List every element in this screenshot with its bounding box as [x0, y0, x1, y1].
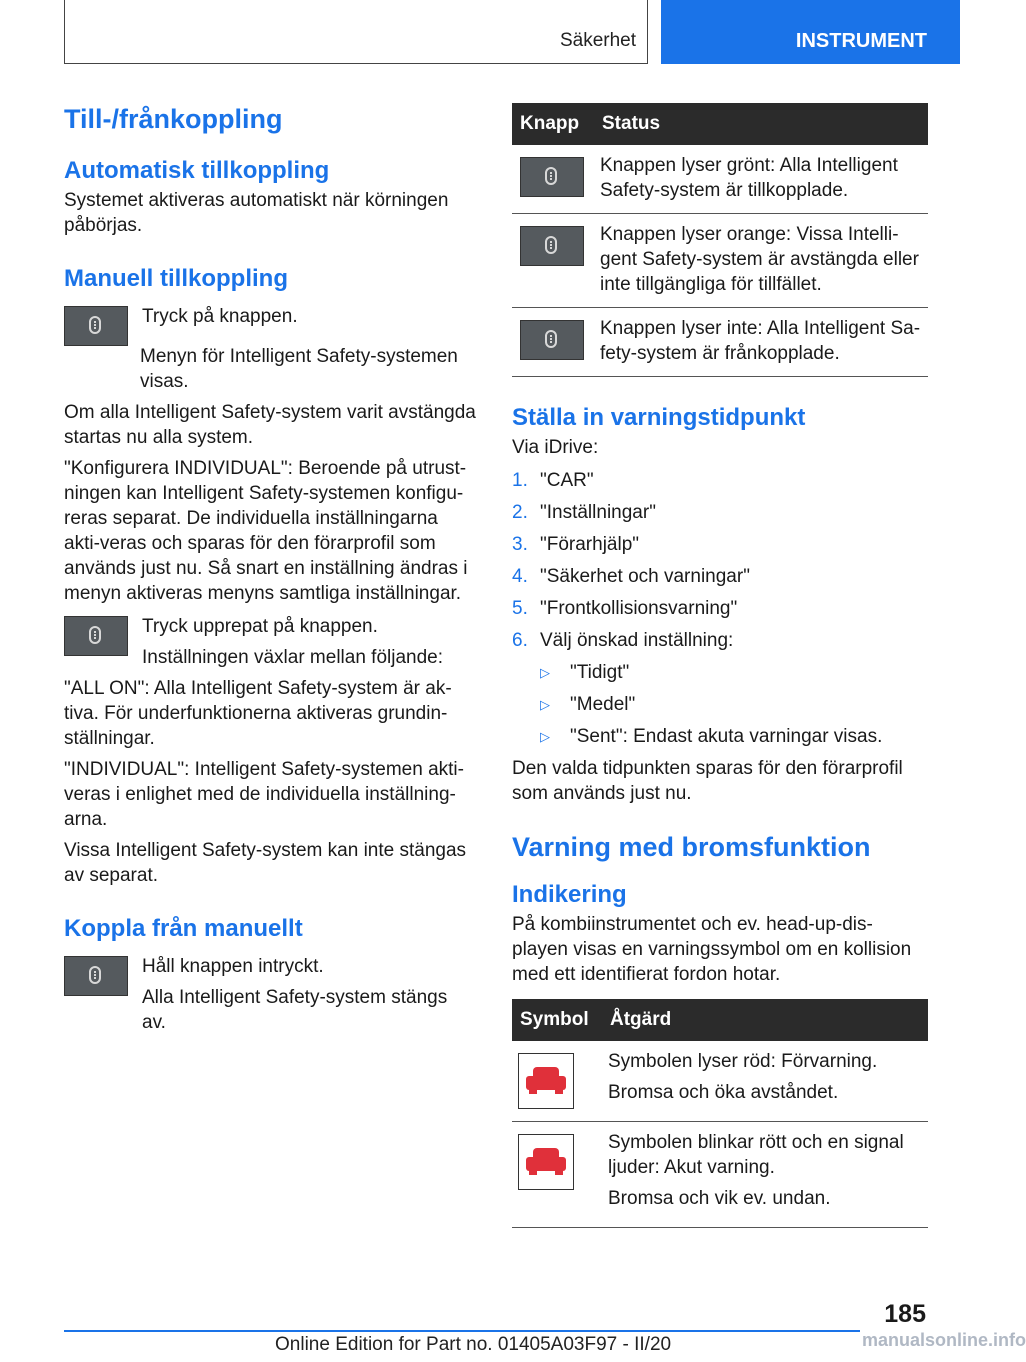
- list-item: 5. "Frontkollisionsvarning": [512, 598, 738, 619]
- action-line: Bromsa och vik ev. undan.: [608, 1188, 831, 1209]
- triangle-bullet-icon: ▷: [540, 665, 550, 680]
- press-text: Tryck på knappen.: [142, 306, 298, 327]
- indication-text: På kombiinstrumentet och ev. head-up-dis-playen visas en varningssymbol om en kollision med ett identifierat fordon hotar.: [512, 914, 912, 985]
- right-column: [512, 103, 928, 1228]
- list-item: ▷ "Sent": Endast akuta varningar visas.: [540, 726, 883, 747]
- toggle-text: Inställningen växlar mellan följande:: [142, 647, 444, 668]
- hold-button-row: [64, 954, 476, 1041]
- safety-button-green-icon: [520, 157, 584, 197]
- list-item: ▷ "Medel": [540, 694, 636, 715]
- page-number: 185: [884, 1300, 926, 1328]
- status-cell: Knappen lyser grönt: Alla Intelligent Safety-system är tillkopplade.: [594, 145, 928, 214]
- config-text: "Konfigurera INDIVIDUAL": Beroende på utrust-ningen kan Intelligent Safety-systemen konfigu-reras separat. De individuella inställningarna akti-veras och sparas för den förarprofil som används just nu. Så snart en inställning ändras i menyn aktiveras menyns samtliga inställningar.: [64, 458, 468, 604]
- press-button-row: [64, 304, 476, 346]
- warning-time-note: Den valda tidpunkten sparas för den förarprofil som används just nu.: [512, 758, 903, 804]
- page-title: Till-/frånkoppling: [64, 104, 283, 134]
- table-row: [512, 214, 928, 308]
- left-column: [64, 100, 476, 1041]
- list-item: 2. "Inställningar": [512, 502, 656, 523]
- all-on-text: "ALL ON": Alla Intelligent Safety-system är ak-tiva. För underfunktionerna aktiveras grundin-ställningar.: [64, 678, 452, 749]
- button-status-table: [512, 103, 928, 377]
- press-repeat-row: [64, 614, 476, 676]
- collision-warning-icon: [518, 1053, 574, 1109]
- triangle-bullet-icon: ▷: [540, 697, 550, 712]
- warning-time-intro: Via iDrive:: [512, 437, 599, 458]
- off-heading: Koppla från manuellt: [64, 915, 303, 942]
- indication-heading: Indikering: [512, 881, 627, 908]
- header-chapter-tab[interactable]: INSTRUMENT: [661, 0, 960, 64]
- triangle-bullet-icon: ▷: [540, 729, 550, 744]
- auto-text: Systemet aktiveras automatiskt när körningen påbörjas.: [64, 190, 449, 236]
- action-line: Symbolen blinkar rött och en signal ljuder: Akut varning.: [608, 1132, 904, 1178]
- brake-heading: Varning med bromsfunktion: [512, 832, 871, 862]
- list-item: 6. Välj önskad inställning:: [512, 630, 734, 651]
- status-cell: Knappen lyser orange: Vissa Intelli-gent Safety-system är avstängda eller inte tillgängliga för tillfället.: [594, 214, 928, 308]
- table-row: [512, 145, 928, 214]
- options-list: [512, 660, 928, 749]
- safety-button-off-icon: [520, 320, 584, 360]
- hold-text: Håll knappen intryckt.: [142, 956, 324, 977]
- table-row: [512, 1122, 928, 1228]
- table-row: [512, 1041, 928, 1122]
- collision-warning-icon: [518, 1134, 574, 1190]
- manual-heading: Manuell tillkoppling: [64, 265, 288, 292]
- all-off-text: Om alla Intelligent Safety-system varit avstängda startas nu alla system.: [64, 402, 476, 448]
- some-text: Vissa Intelligent Safety-system kan inte stängas av separat.: [64, 840, 467, 886]
- table-header-status: Status: [594, 103, 928, 145]
- safety-button-icon: [64, 616, 128, 656]
- table-header-button: Knapp: [512, 103, 594, 145]
- auto-heading: Automatisk tillkoppling: [64, 157, 330, 184]
- safety-button-orange-icon: [520, 226, 584, 266]
- footer-edition: Online Edition for Part no. 01405A03F97 - II/20: [275, 1334, 672, 1355]
- status-cell: Knappen lyser inte: Alla Intelligent Sa-fety-system är frånkopplade.: [594, 308, 928, 377]
- action-line: Bromsa och öka avståndet.: [608, 1082, 839, 1103]
- menu-text: Menyn för Intelligent Safety-systemen visas.: [140, 346, 458, 392]
- table-header-action: Åtgärd: [602, 999, 928, 1041]
- warning-time-heading: Ställa in varningstidpunkt: [512, 404, 806, 431]
- header-section-label: Säkerhet: [559, 30, 636, 51]
- off-text: Alla Intelligent Safety-system stängs av.: [142, 987, 448, 1033]
- list-item: ▷ "Tidigt": [540, 662, 630, 683]
- table-header-symbol: Symbol: [512, 999, 602, 1041]
- list-item: 4. "Säkerhet och varningar": [512, 566, 750, 587]
- individual-text: "INDIVIDUAL": Intelligent Safety-systemen akti-veras i enlighet med de individuella inställning-arna.: [64, 759, 464, 830]
- list-item: 3. "Förarhjälp": [512, 534, 640, 555]
- symbol-action-table: [512, 999, 928, 1228]
- watermark-logo: manualsonline.info: [862, 1330, 1026, 1350]
- table-row: [512, 308, 928, 377]
- safety-button-icon: [64, 306, 128, 346]
- footer-divider: [64, 1330, 860, 1332]
- steps-list: [512, 468, 928, 653]
- action-line: Symbolen lyser röd: Förvarning.: [608, 1051, 878, 1072]
- list-item: 1. "CAR": [512, 470, 594, 491]
- press-repeat-text: Tryck upprepat på knappen.: [142, 616, 378, 637]
- safety-button-icon: [64, 956, 128, 996]
